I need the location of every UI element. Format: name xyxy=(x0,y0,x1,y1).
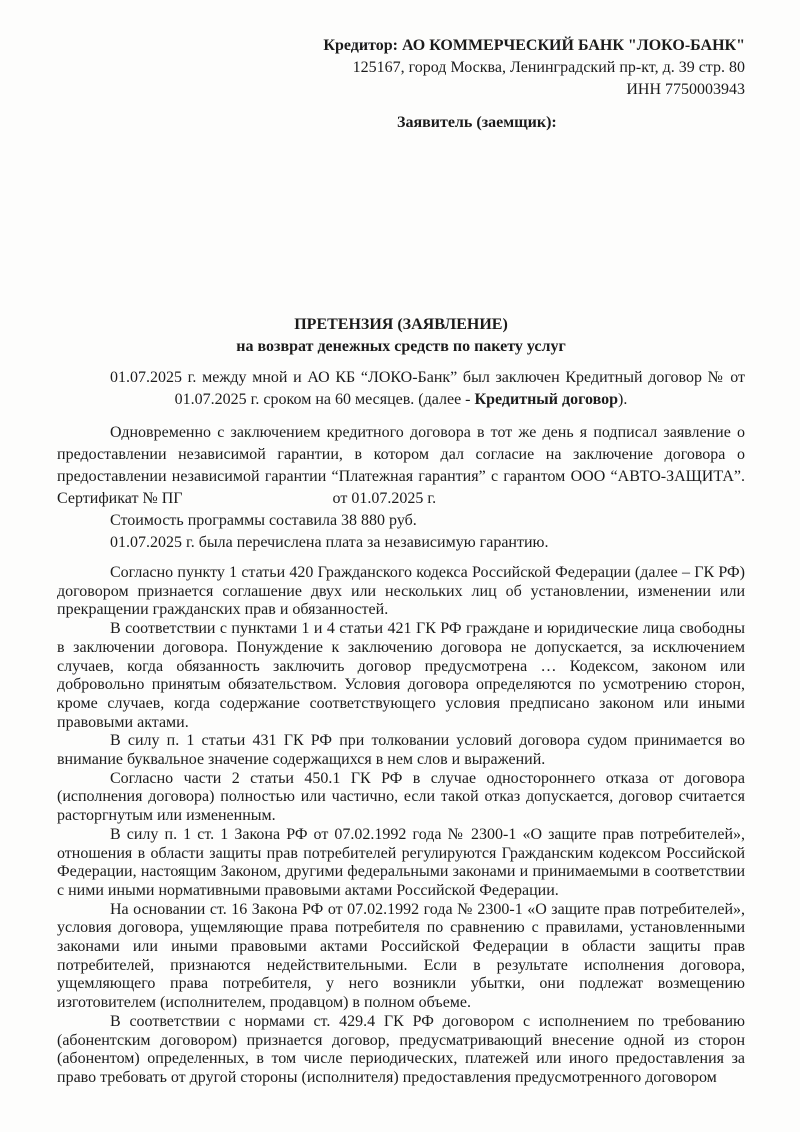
paragraph-zozpp-st1: В силу п. 1 ст. 1 Закона РФ от 07.02.1992 года № 2300-1 «О защите прав потребителей», отношения в области защиты прав потребителей регулируются Гражданским кодексом Российской Федерации, настоящим Законом, другими федеральными законами и принимаемыми в соответствии с ними иными нормативными правовыми актами Российской Федерации. xyxy=(57,825,745,899)
paragraph-gk-429-4: В соответствии с нормами ст. 429.4 ГК РФ договором с исполнением по требованию (абонентским договором) признается договор, предусматривающий внесение одной из сторон (абонентом) определенных, в том числе периодических, платежей или иного предоставления за право требовать от другой стороны (исполнителя) предоставления предусмотренного договором xyxy=(57,1012,745,1086)
paragraph-guarantee-agreement xyxy=(57,422,745,510)
applicant-details-blank-area xyxy=(57,134,745,314)
legal-grounds-section xyxy=(57,564,745,1088)
creditor-inn-line: ИНН 7750003943 xyxy=(626,81,745,98)
credit-agreement-text: 01.07.2025 г. между мной и АО КБ “ЛОКО-Банк” был заключен Кредитный договор № от 01.07.2025 г. сроком на 60 месяцев. (далее - xyxy=(110,369,745,408)
paragraph-gk-421: В соответствии с пунктами 1 и 4 статьи 421 ГК РФ граждане и юридические лица свободны в заключении договора. Понуждение к заключению договора не допускается, за исключением случаев, когда обязанность заключить договор предусмотрена … Кодексом, законом или добровольно принятым обязательством. Условия договора определяются по усмотрению сторон, кроме случаев, когда содержание соответствующего условия предписано законом или иными правовыми актами. xyxy=(57,620,745,731)
applicant-label: Заявитель (заемщик): xyxy=(397,114,557,131)
credit-agreement-closing: ). xyxy=(618,391,628,408)
document-title-line1: ПРЕТЕНЗИЯ (ЗАЯВЛЕНИЕ) xyxy=(294,316,508,333)
paragraph-gk-450-1: Согласно части 2 статьи 450.1 ГК РФ в случае одностороннего отказа от договора (исполнения договора) полностью или частично, если такой отказ допускается, договор считается расторгнутым или измененным. xyxy=(57,769,745,825)
paragraph-zozpp-st16: На основании ст. 16 Закона РФ от 07.02.1992 года № 2300-1 «О защите прав потребителей», условия договора, ущемляющие права потребителя по сравнению с правилами, установленными законами или иными правовыми актами Российской Федерации в области защиты прав потребителей, признаются недействительными. Если в результате исполнения договора, ущемляющего права потребителя, у него возникли убытки, они подлежат возмещению изготовителем (исполнителем, продавцом) в полном объеме. xyxy=(57,900,745,1012)
paragraph-payment-date: 01.07.2025 г. была перечислена плата за независимую гарантию. xyxy=(110,534,549,551)
guarantee-agreement-text: Одновременно с заключением кредитного договора в тот же день я подписал заявление о предоставлении независимой гарантии, в котором дал согласие на заключение договора о предоставлении независимой гарантии “Платежная гарантия” с гарантом ООО “АВТО-ЗАЩИТА”. Сертификат № ПГ xyxy=(57,424,745,507)
paragraph-gk-431: В силу п. 1 статьи 431 ГК РФ при толковании условий договора судом принимается во внимание буквальное значение содержащихся в нем слов и выражений. xyxy=(57,732,745,769)
document-title xyxy=(57,314,745,358)
creditor-line: Кредитор: АО КОММЕРЧЕСКИЙ БАНК "ЛОКО-БАНК" xyxy=(323,37,745,54)
credit-agreement-term-bold: Кредитный договор xyxy=(474,391,618,408)
certificate-date-text: от 01.07.2025 г. xyxy=(332,490,437,507)
paragraph-credit-agreement xyxy=(57,367,745,411)
creditor-address-line: 125167, город Москва, Ленинградский пр-кт, д. 39 стр. 80 xyxy=(352,59,745,76)
document-title-line2: на возврат денежных средств по пакету услуг xyxy=(236,338,566,355)
paragraph-gk-420: Согласно пункту 1 статьи 420 Гражданского кодекса Российской Федерации (далее – ГК РФ) договором признается соглашение двух или нескольких лиц об установлении, изменении или прекращении гражданских прав и обязанностей. xyxy=(57,564,745,619)
paragraph-program-cost: Стоимость программы составила 38 880 руб. xyxy=(110,512,417,529)
creditor-header-block xyxy=(57,35,745,101)
